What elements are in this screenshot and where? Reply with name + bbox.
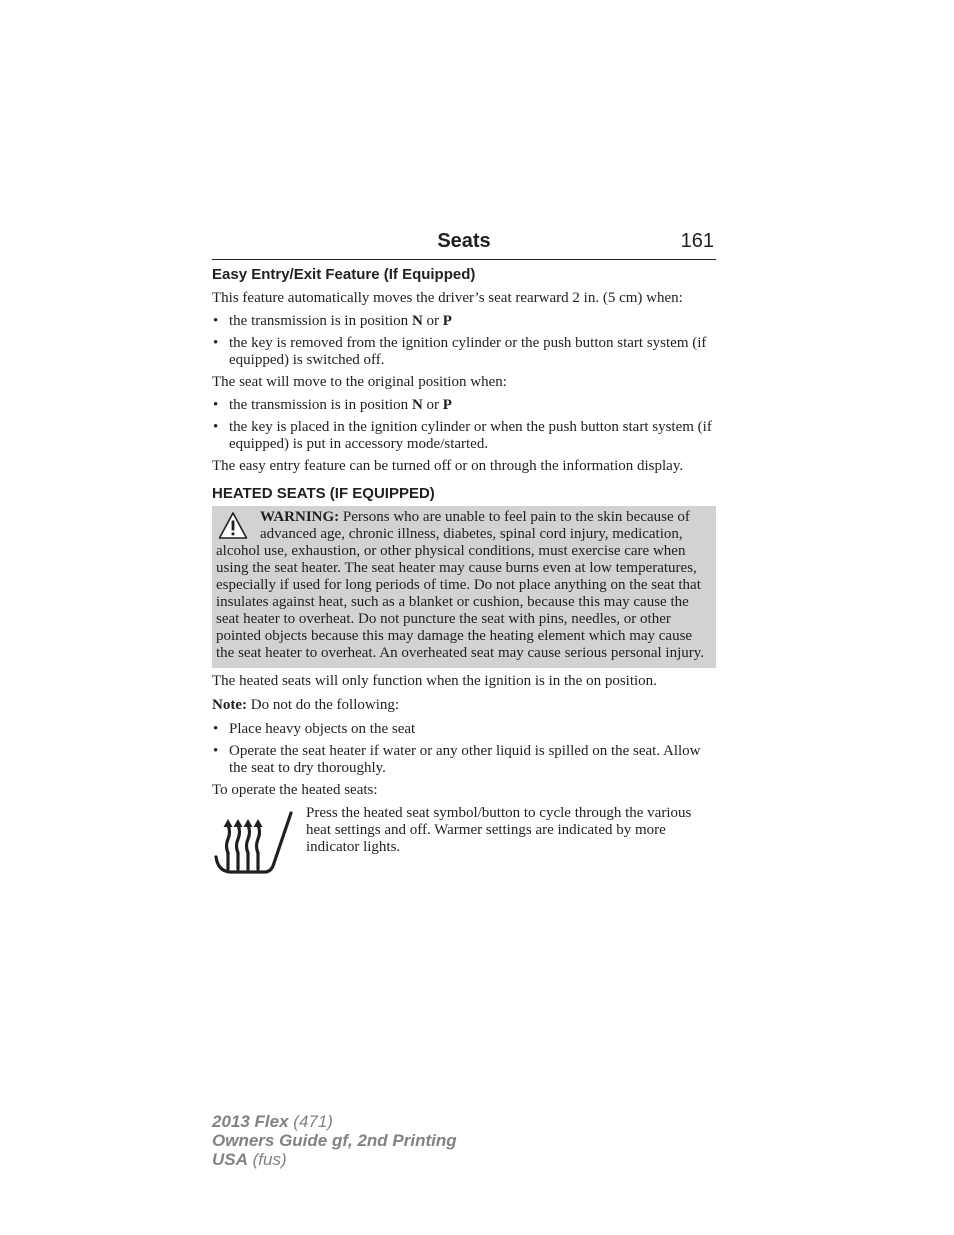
list-item: • Operate the seat heater if water or any other liquid is spilled on the seat. Allow the seat to dry thoroughly. bbox=[213, 743, 701, 776]
bullet-dot: • bbox=[213, 335, 219, 351]
heated-seats-heading: HEATED SEATS (IF EQUIPPED) bbox=[212, 485, 435, 502]
bullet-dot: • bbox=[213, 313, 219, 329]
list-item: • the transmission is in position N or P bbox=[213, 313, 452, 329]
footer-line-3: USA (fus) bbox=[212, 1150, 287, 1169]
footer-line-2: Owners Guide gf, 2nd Printing bbox=[212, 1131, 457, 1150]
easy-entry-closing: The easy entry feature can be turned off or on through the information display. bbox=[212, 458, 684, 474]
list-item: • the transmission is in position N or P bbox=[213, 397, 452, 413]
page-content bbox=[212, 266, 716, 883]
note-label: Note: bbox=[212, 697, 247, 713]
note-text: Do not do the following: bbox=[246, 697, 400, 713]
easy-entry-heading: Easy Entry/Exit Feature (If Equipped) bbox=[212, 266, 476, 283]
warning-triangle-icon bbox=[218, 511, 248, 541]
heated-seat-icon bbox=[214, 805, 296, 881]
page-header bbox=[212, 229, 716, 260]
footer-line-1: 2013 Flex (471) bbox=[212, 1112, 333, 1131]
bullet-dot: • bbox=[213, 397, 219, 413]
bullet-dot: • bbox=[213, 743, 219, 759]
move-back-text: The seat will move to the original position when: bbox=[212, 374, 507, 390]
page-number: 161 bbox=[680, 230, 714, 252]
heated-seat-instruction bbox=[212, 805, 716, 883]
section-title: Seats bbox=[437, 230, 491, 252]
bullet-dot: • bbox=[213, 419, 219, 435]
bullet-dot: • bbox=[213, 721, 219, 737]
page-footer bbox=[212, 1112, 457, 1169]
ignition-note: The heated seats will only function when the ignition is in the on position. bbox=[212, 673, 657, 689]
warning-text: Persons who are unable to feel pain to the skin because of advanced age, chronic illness, diabetes, spinal cord injury, medication, alcohol use, exhaustion, or other physical conditions, must exercise care when using the seat heater. The seat heater may cause burns even at low temperatures, especially if used for long periods of time. Do not place anything on the seat that insulates against heat, such as a blanket or cushion, because this may cause the seat heater to overheat. Do not puncture the seat with pins, needles, or other pointed objects because this may damage the heating element which may cause the seat heater to overheat. An overheated seat may cause serious personal injury. bbox=[216, 509, 705, 661]
list-item: • Place heavy objects on the seat bbox=[213, 721, 416, 737]
easy-entry-intro: This feature automatically moves the driver’s seat rearward 2 in. (5 cm) when: bbox=[212, 290, 683, 306]
list-item: • the key is removed from the ignition cylinder or the push button start system (if equipped) is switched off. bbox=[213, 335, 707, 368]
list-item: • the key is placed in the ignition cylinder or when the push button start system (if equipped) is put in accessory mode/started. bbox=[213, 419, 712, 452]
note-line bbox=[212, 697, 716, 714]
operate-text: To operate the heated seats: bbox=[212, 782, 378, 798]
warning-box bbox=[212, 506, 716, 668]
heated-seat-instruction-text: Press the heated seat symbol/button to cycle through the various heat settings and off. Warmer settings are indicated by more indicator lights. bbox=[306, 805, 692, 855]
warning-label: WARNING: bbox=[260, 509, 340, 525]
